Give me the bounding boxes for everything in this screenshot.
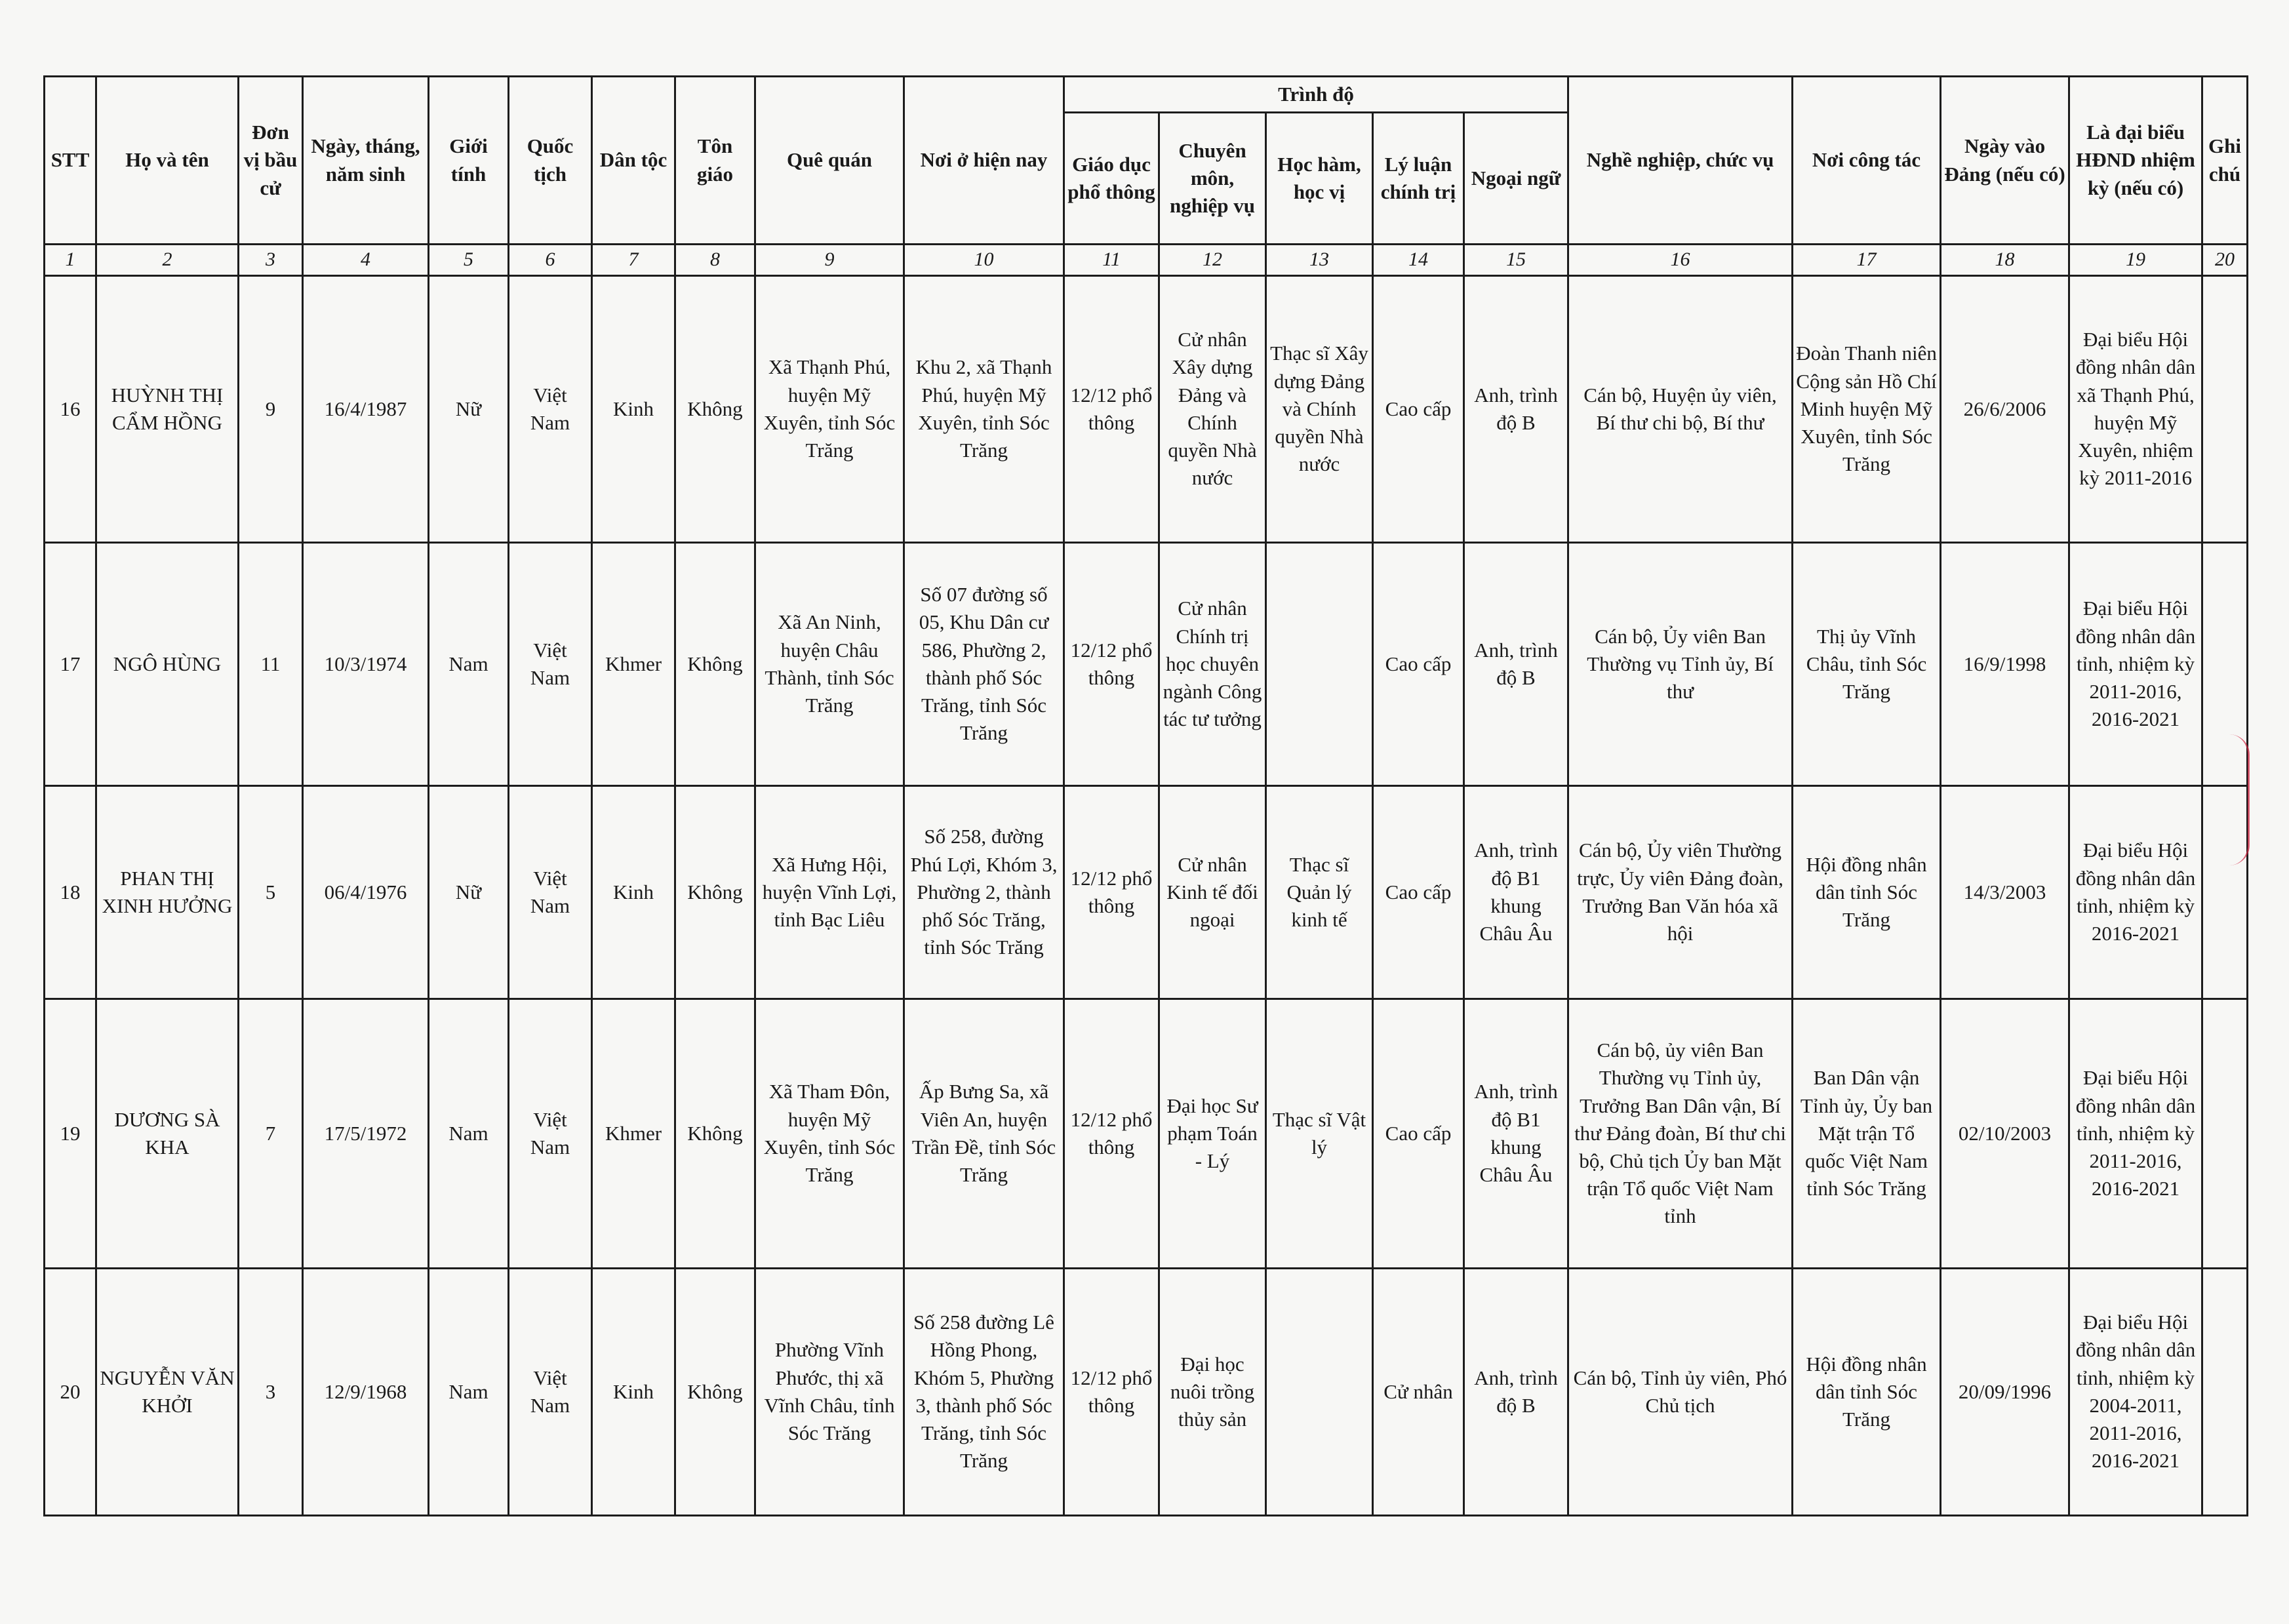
- header-delegate: Là đại biểu HĐND nhiệm kỳ (nếu có): [2069, 77, 2202, 245]
- cell-residence: Số 258, đường Phú Lợi, Khóm 3, Phường 2, thành phố Sóc Trăng, tỉnh Sóc Trăng: [904, 785, 1064, 999]
- header-religion: Tôn giáo: [675, 77, 755, 245]
- cell-residence: Ấp Bưng Sa, xã Viên An, huyện Trần Đề, tỉnh Sóc Trăng: [904, 999, 1064, 1268]
- header-notes: Ghi chú: [2202, 77, 2248, 245]
- cell-unit: 11: [239, 542, 303, 785]
- cell-dob: 12/9/1968: [303, 1268, 429, 1515]
- cell-occupation: Cán bộ, Tỉnh ủy viên, Phó Chủ tịch: [1568, 1268, 1793, 1515]
- cell-workplace: Đoàn Thanh niên Cộng sản Hồ Chí Minh huyện Mỹ Xuyên, tỉnh Sóc Trăng: [1793, 275, 1941, 542]
- cell-political: Cao cấp: [1373, 542, 1464, 785]
- cell-ethnicity: Kinh: [592, 785, 675, 999]
- cell-language: Anh, trình độ B: [1464, 542, 1568, 785]
- header-general-edu: Giáo dục phổ thông: [1064, 113, 1159, 245]
- cell-workplace: Hội đồng nhân dân tỉnh Sóc Trăng: [1793, 1268, 1941, 1515]
- cell-residence: Khu 2, xã Thạnh Phú, huyện Mỹ Xuyên, tỉnh Sóc Trăng: [904, 275, 1064, 542]
- cell-language: Anh, trình độ B1 khung Châu Âu: [1464, 999, 1568, 1268]
- cell-political: Cử nhân: [1373, 1268, 1464, 1515]
- cell-ethnicity: Khmer: [592, 542, 675, 785]
- cell-residence: Số 07 đường số 05, Khu Dân cư 586, Phường 2, thành phố Sóc Trăng, tỉnh Sóc Trăng: [904, 542, 1064, 785]
- cell-delegate: Đại biểu Hội đồng nhân dân xã Thạnh Phú, huyện Mỹ Xuyên, nhiệm kỳ 2011-2016: [2069, 275, 2202, 542]
- cell-stt: 16: [45, 275, 96, 542]
- column-number: 14: [1373, 245, 1464, 276]
- cell-notes: [2202, 1268, 2248, 1515]
- header-gender: Giới tính: [429, 77, 509, 245]
- cell-political: Cao cấp: [1373, 785, 1464, 999]
- column-number: 13: [1266, 245, 1373, 276]
- cell-language: Anh, trình độ B: [1464, 1268, 1568, 1515]
- cell-occupation: Cán bộ, Ủy viên Thường trực, Ủy viên Đảng đoàn, Trưởng Ban Văn hóa xã hội: [1568, 785, 1793, 999]
- column-number: 19: [2069, 245, 2202, 276]
- cell-academic: Thạc sĩ Vật lý: [1266, 999, 1373, 1268]
- cell-party-date: 14/3/2003: [1941, 785, 2069, 999]
- cell-delegate: Đại biểu Hội đồng nhân dân tỉnh, nhiệm kỳ 2011-2016, 2016-2021: [2069, 999, 2202, 1268]
- cell-specialty: Cử nhân Xây dựng Đảng và Chính quyền Nhà nước: [1159, 275, 1266, 542]
- column-number: 15: [1464, 245, 1568, 276]
- header-specialty: Chuyên môn, nghiệp vụ: [1159, 113, 1266, 245]
- cell-language: Anh, trình độ B: [1464, 275, 1568, 542]
- candidate-table: [43, 75, 2248, 1516]
- cell-dob: 10/3/1974: [303, 542, 429, 785]
- table-row: [45, 542, 2248, 785]
- cell-religion: Không: [675, 1268, 755, 1515]
- cell-party-date: 02/10/2003: [1941, 999, 2069, 1268]
- cell-academic: Thạc sĩ Quản lý kinh tế: [1266, 785, 1373, 999]
- cell-language: Anh, trình độ B1 khung Châu Âu: [1464, 785, 1568, 999]
- header-stt: STT: [45, 77, 96, 245]
- cell-nationality: Việt Nam: [509, 1268, 592, 1515]
- cell-notes: [2202, 999, 2248, 1268]
- cell-religion: Không: [675, 275, 755, 542]
- cell-general-edu: 12/12 phổ thông: [1064, 999, 1159, 1268]
- column-number: 10: [904, 245, 1064, 276]
- cell-name: DƯƠNG SÀ KHA: [96, 999, 239, 1268]
- table-row: [45, 999, 2248, 1268]
- cell-dob: 06/4/1976: [303, 785, 429, 999]
- cell-general-edu: 12/12 phổ thông: [1064, 1268, 1159, 1515]
- cell-specialty: Cử nhân Kinh tế đối ngoại: [1159, 785, 1266, 999]
- cell-notes: [2202, 275, 2248, 542]
- cell-name: NGUYỄN VĂN KHỞI: [96, 1268, 239, 1515]
- cell-hometown: Xã Thạnh Phú, huyện Mỹ Xuyên, tỉnh Sóc Trăng: [755, 275, 904, 542]
- cell-workplace: Hội đồng nhân dân tỉnh Sóc Trăng: [1793, 785, 1941, 999]
- column-number: 18: [1941, 245, 2069, 276]
- cell-party-date: 16/9/1998: [1941, 542, 2069, 785]
- cell-occupation: Cán bộ, ủy viên Ban Thường vụ Tỉnh ủy, Trưởng Ban Dân vận, Bí thư Đảng đoàn, Bí thư chi bộ, Chủ tịch Ủy ban Mặt trận Tổ quốc Việt Nam tỉnh: [1568, 999, 1793, 1268]
- column-number: 11: [1064, 245, 1159, 276]
- cell-stt: 19: [45, 999, 96, 1268]
- cell-dob: 16/4/1987: [303, 275, 429, 542]
- cell-party-date: 20/09/1996: [1941, 1268, 2069, 1515]
- cell-occupation: Cán bộ, Huyện ủy viên, Bí thư chi bộ, Bí thư: [1568, 275, 1793, 542]
- cell-religion: Không: [675, 785, 755, 999]
- header-nationality: Quốc tịch: [509, 77, 592, 245]
- column-number: 16: [1568, 245, 1793, 276]
- cell-gender: Nữ: [429, 275, 509, 542]
- cell-hometown: Xã Hưng Hội, huyện Vĩnh Lợi, tỉnh Bạc Liêu: [755, 785, 904, 999]
- cell-hometown: Phường Vĩnh Phước, thị xã Vĩnh Châu, tỉnh Sóc Trăng: [755, 1268, 904, 1515]
- cell-ethnicity: Khmer: [592, 999, 675, 1268]
- column-number-row: [45, 245, 2248, 276]
- cell-stt: 18: [45, 785, 96, 999]
- cell-nationality: Việt Nam: [509, 785, 592, 999]
- cell-ethnicity: Kinh: [592, 1268, 675, 1515]
- header-name: Họ và tên: [96, 77, 239, 245]
- cell-delegate: Đại biểu Hội đồng nhân dân tỉnh, nhiệm kỳ 2004-2011, 2011-2016, 2016-2021: [2069, 1268, 2202, 1515]
- cell-delegate: Đại biểu Hội đồng nhân dân tỉnh, nhiệm kỳ 2016-2021: [2069, 785, 2202, 999]
- header-education-group: Trình độ: [1064, 77, 1568, 113]
- cell-unit: 3: [239, 1268, 303, 1515]
- cell-academic: Thạc sĩ Xây dựng Đảng và Chính quyền Nhà nước: [1266, 275, 1373, 542]
- header-hometown: Quê quán: [755, 77, 904, 245]
- cell-stt: 20: [45, 1268, 96, 1515]
- table-body: [45, 275, 2248, 1515]
- cell-gender: Nữ: [429, 785, 509, 999]
- cell-nationality: Việt Nam: [509, 542, 592, 785]
- cell-hometown: Xã Tham Đôn, huyện Mỹ Xuyên, tỉnh Sóc Trăng: [755, 999, 904, 1268]
- table-header: [45, 77, 2248, 276]
- cell-specialty: Đại học Sư phạm Toán - Lý: [1159, 999, 1266, 1268]
- cell-ethnicity: Kinh: [592, 275, 675, 542]
- cell-nationality: Việt Nam: [509, 999, 592, 1268]
- column-number: 5: [429, 245, 509, 276]
- column-number: 1: [45, 245, 96, 276]
- column-number: 20: [2202, 245, 2248, 276]
- header-academic: Học hàm, học vị: [1266, 113, 1373, 245]
- cell-gender: Nam: [429, 542, 509, 785]
- column-number: 3: [239, 245, 303, 276]
- cell-name: HUỲNH THỊ CẨM HỒNG: [96, 275, 239, 542]
- cell-party-date: 26/6/2006: [1941, 275, 2069, 542]
- cell-stt: 17: [45, 542, 96, 785]
- cell-name: PHAN THỊ XINH HƯỞNG: [96, 785, 239, 999]
- column-number: 9: [755, 245, 904, 276]
- cell-specialty: Cử nhân Chính trị học chuyên ngành Công tác tư tưởng: [1159, 542, 1266, 785]
- header-occupation: Nghề nghiệp, chức vụ: [1568, 77, 1793, 245]
- red-pen-mark: [2229, 734, 2250, 865]
- header-language: Ngoại ngữ: [1464, 113, 1568, 245]
- column-number: 17: [1793, 245, 1941, 276]
- cell-hometown: Xã An Ninh, huyện Châu Thành, tỉnh Sóc Trăng: [755, 542, 904, 785]
- cell-religion: Không: [675, 542, 755, 785]
- header-dob: Ngày, tháng, năm sinh: [303, 77, 429, 245]
- table-row: [45, 785, 2248, 999]
- cell-residence: Số 258 đường Lê Hồng Phong, Khóm 5, Phường 3, thành phố Sóc Trăng, tỉnh Sóc Trăng: [904, 1268, 1064, 1515]
- header-ethnicity: Dân tộc: [592, 77, 675, 245]
- cell-general-edu: 12/12 phổ thông: [1064, 785, 1159, 999]
- table-row: [45, 1268, 2248, 1515]
- cell-academic: [1266, 1268, 1373, 1515]
- header-political: Lý luận chính trị: [1373, 113, 1464, 245]
- cell-occupation: Cán bộ, Ủy viên Ban Thường vụ Tỉnh ủy, Bí thư: [1568, 542, 1793, 785]
- cell-dob: 17/5/1972: [303, 999, 429, 1268]
- header-residence: Nơi ở hiện nay: [904, 77, 1064, 245]
- cell-general-edu: 12/12 phổ thông: [1064, 542, 1159, 785]
- column-number: 8: [675, 245, 755, 276]
- cell-unit: 7: [239, 999, 303, 1268]
- cell-name: NGÔ HÙNG: [96, 542, 239, 785]
- header-party-date: Ngày vào Đảng (nếu có): [1941, 77, 2069, 245]
- column-number: 4: [303, 245, 429, 276]
- header-unit: Đơn vị bầu cử: [239, 77, 303, 245]
- cell-general-edu: 12/12 phổ thông: [1064, 275, 1159, 542]
- cell-political: Cao cấp: [1373, 999, 1464, 1268]
- cell-political: Cao cấp: [1373, 275, 1464, 542]
- cell-workplace: Ban Dân vận Tỉnh ủy, Ủy ban Mặt trận Tổ quốc Việt Nam tỉnh Sóc Trăng: [1793, 999, 1941, 1268]
- cell-nationality: Việt Nam: [509, 275, 592, 542]
- cell-academic: [1266, 542, 1373, 785]
- cell-delegate: Đại biểu Hội đồng nhân dân tỉnh, nhiệm kỳ 2011-2016, 2016-2021: [2069, 542, 2202, 785]
- cell-unit: 5: [239, 785, 303, 999]
- cell-unit: 9: [239, 275, 303, 542]
- cell-workplace: Thị ủy Vĩnh Châu, tỉnh Sóc Trăng: [1793, 542, 1941, 785]
- column-number: 6: [509, 245, 592, 276]
- cell-gender: Nam: [429, 999, 509, 1268]
- column-number: 2: [96, 245, 239, 276]
- column-number: 12: [1159, 245, 1266, 276]
- cell-gender: Nam: [429, 1268, 509, 1515]
- table-row: [45, 275, 2248, 542]
- column-number: 7: [592, 245, 675, 276]
- header-workplace: Nơi công tác: [1793, 77, 1941, 245]
- cell-religion: Không: [675, 999, 755, 1268]
- cell-specialty: Đại học nuôi trồng thủy sản: [1159, 1268, 1266, 1515]
